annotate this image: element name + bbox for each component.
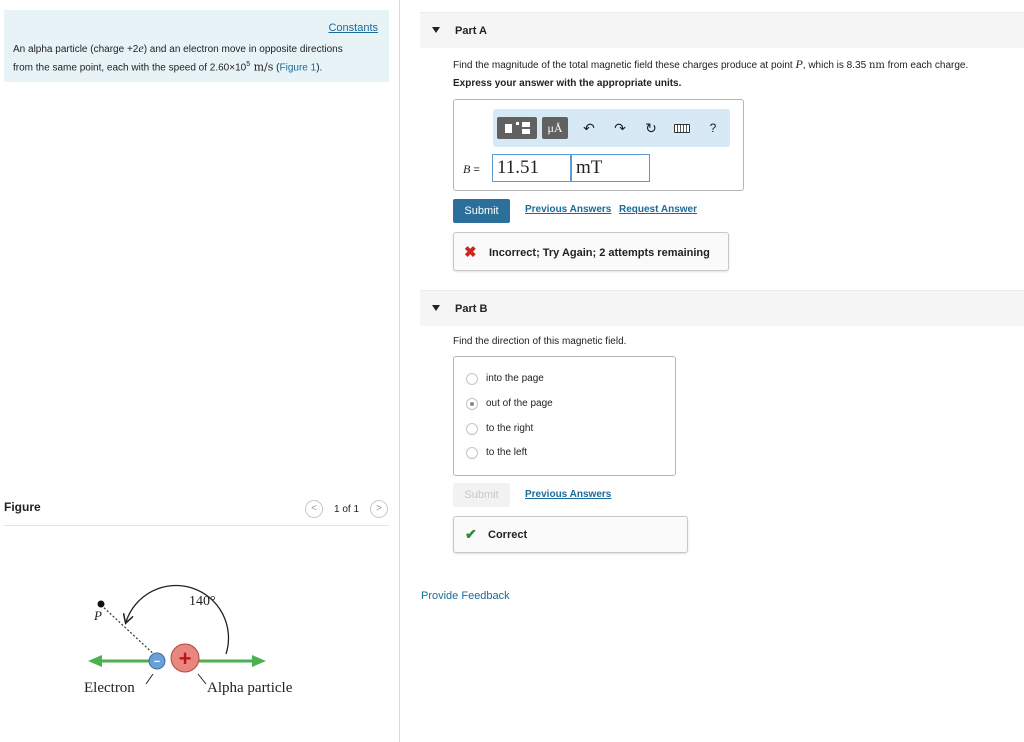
figure-link[interactable]: Figure 1 (279, 62, 317, 74)
point-symbol: P (795, 57, 803, 71)
part-a-header[interactable] (420, 12, 1024, 48)
correct-feedback (453, 516, 688, 553)
radio-button-selected[interactable] (466, 398, 478, 410)
question-text-part: Find the magnitude of the total magnetic field these charges produce at point (453, 60, 796, 71)
incorrect-feedback (453, 232, 729, 271)
part-a-title: Part A (455, 25, 487, 37)
part-a-question (453, 57, 1018, 73)
figure-diagram (76, 582, 316, 702)
option-label: out of the page (486, 398, 553, 409)
units-button[interactable]: μÅ (542, 117, 568, 139)
radio-button[interactable] (466, 423, 478, 435)
problem-text-part: from the same point, each with the speed of 2.60×10 (13, 62, 247, 74)
unit-input[interactable]: mT (571, 154, 650, 182)
point-p-label: P (94, 608, 102, 623)
equals-sign: = (470, 164, 480, 176)
keyboard-icon[interactable] (671, 117, 693, 139)
reset-icon[interactable]: ↻ (645, 120, 657, 136)
figure-title: Figure (4, 500, 41, 514)
help-icon[interactable]: ? (709, 121, 717, 135)
electron-label: Electron (84, 680, 135, 696)
angle-label: 140° (189, 594, 216, 609)
previous-answers-link[interactable]: Previous Answers (525, 204, 612, 215)
electron-arrow-head (88, 655, 102, 667)
feedback-message: Incorrect; Try Again; 2 attempts remaining (489, 247, 710, 259)
alpha-label-leader (198, 674, 206, 684)
electron-label-leader (146, 674, 153, 684)
previous-answers-link[interactable]: Previous Answers (525, 489, 612, 500)
option-label: into the page (486, 373, 544, 384)
variable-symbol: B (463, 162, 471, 176)
alpha-arrow-head (252, 655, 266, 667)
feedback-message: Correct (488, 529, 528, 541)
provide-feedback-link[interactable]: Provide Feedback (421, 590, 510, 602)
figure-header (4, 494, 389, 526)
alpha-label: Alpha particle (207, 680, 293, 696)
submit-button-disabled: Submit (453, 483, 510, 507)
point-p-marker (98, 601, 105, 608)
option-label: to the left (486, 447, 528, 458)
problem-pane (0, 0, 400, 742)
value-input[interactable]: 11.51 (492, 154, 571, 182)
part-b-header[interactable] (420, 290, 1024, 326)
part-a-instruction: Express your answer with the appropriate units. (453, 78, 682, 89)
templates-button[interactable] (497, 117, 537, 139)
request-answer-link[interactable]: Request Answer (619, 204, 697, 215)
collapse-caret-icon[interactable] (432, 305, 440, 311)
constants-link[interactable]: Constants (328, 22, 378, 34)
radio-button[interactable] (466, 373, 478, 385)
check-icon: ✔ (465, 526, 477, 542)
direction-options (453, 356, 676, 476)
speed-unit: m/s (250, 60, 274, 74)
undo-icon[interactable]: ↶ (583, 120, 595, 136)
collapse-caret-icon[interactable] (432, 27, 440, 33)
figure-count: 1 of 1 (334, 504, 360, 515)
problem-text-part: An alpha particle (charge +2 (13, 44, 139, 55)
distance-unit: nm (868, 60, 885, 71)
problem-text-part: ( (273, 62, 280, 74)
question-text-part: , which is 8.35 (802, 60, 869, 71)
part-b-title: Part B (455, 303, 488, 315)
problem-text-part: ) and an electron move in opposite directions (143, 44, 343, 55)
answer-pane (400, 0, 1024, 742)
speed-exponent: 5 (246, 61, 251, 68)
radio-button[interactable] (466, 447, 478, 459)
alpha-plus-sign: + (178, 646, 192, 671)
submit-button[interactable]: Submit (453, 199, 510, 223)
previous-figure-button[interactable]: < (305, 500, 323, 518)
incorrect-icon: ✖ (464, 244, 477, 261)
problem-text-part: ). (316, 62, 323, 74)
part-b-question: Find the direction of this magnetic field. (453, 336, 627, 347)
option-label: to the right (486, 423, 534, 434)
charge-symbol: e (138, 41, 144, 55)
electron-minus-sign: − (153, 656, 161, 668)
variable-label (463, 162, 480, 177)
question-text-part: from each charge. (884, 60, 969, 71)
redo-icon[interactable]: ↷ (614, 120, 626, 136)
problem-text (13, 41, 373, 75)
next-figure-button[interactable]: > (370, 500, 388, 518)
math-toolbar (493, 109, 730, 147)
answer-input-box (453, 99, 744, 191)
problem-statement-box (4, 10, 389, 82)
